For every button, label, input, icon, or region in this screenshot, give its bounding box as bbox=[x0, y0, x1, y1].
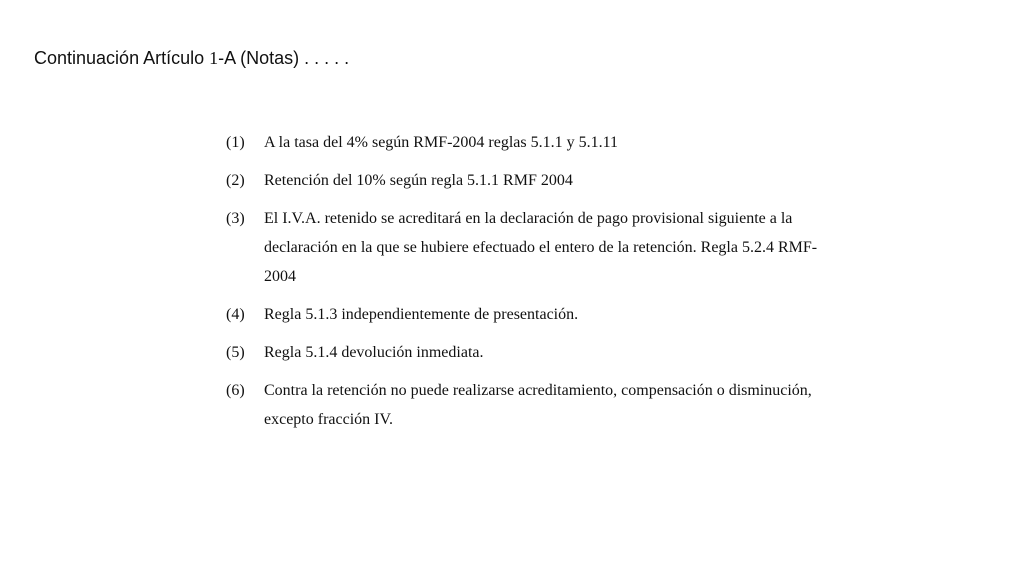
notes-list bbox=[226, 128, 826, 443]
note-item bbox=[226, 128, 826, 157]
note-number: (6) bbox=[226, 382, 245, 399]
note-item bbox=[226, 338, 826, 367]
slide-title-number: 1 bbox=[209, 48, 219, 68]
slide-title bbox=[34, 48, 349, 69]
note-item bbox=[226, 204, 826, 291]
note-text: Regla 5.1.3 independientemente de presentación. bbox=[264, 306, 579, 323]
note-text: A la tasa del 4% según RMF-2004 reglas 5.1.1 y 5.1.11 bbox=[264, 134, 619, 151]
note-number: (5) bbox=[226, 344, 245, 361]
note-item bbox=[226, 376, 826, 434]
note-text: Regla 5.1.4 devolución inmediata. bbox=[264, 344, 484, 361]
note-item bbox=[226, 300, 826, 329]
note-number: (2) bbox=[226, 172, 245, 189]
note-number: (4) bbox=[226, 306, 245, 323]
note-number: (1) bbox=[226, 134, 245, 151]
note-item bbox=[226, 166, 826, 195]
note-text: El I.V.A. retenido se acreditará en la declaración de pago provisional siguiente a la declaración en la que se hubiere efectuado el entero de la retención. Regla 5.2.4 RMF-2004 bbox=[264, 210, 818, 285]
note-text: Contra la retención no puede realizarse acreditamiento, compensación o disminución, excepto fracción IV. bbox=[264, 382, 812, 428]
note-number: (3) bbox=[226, 210, 245, 227]
slide-title-suffix: -A (Notas) . . . . . bbox=[218, 48, 350, 68]
slide-title-prefix: Continuación Artículo bbox=[34, 48, 210, 68]
note-text: Retención del 10% según regla 5.1.1 RMF 2004 bbox=[264, 172, 573, 189]
